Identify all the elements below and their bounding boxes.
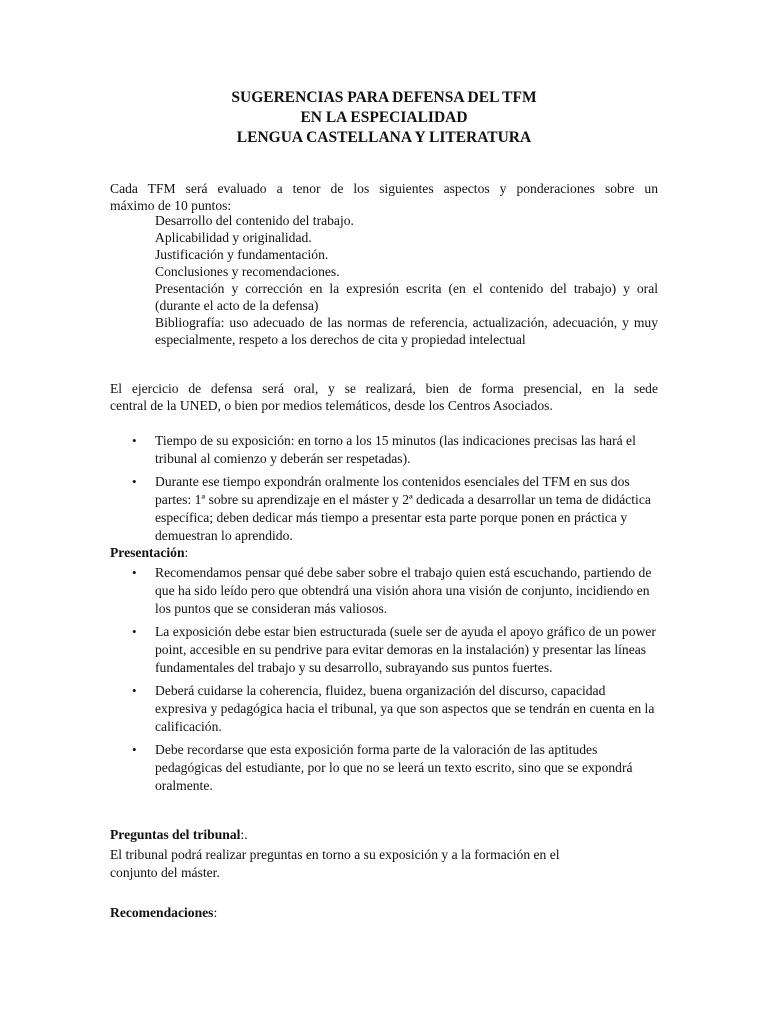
bullet-text: Debe recordarse que esta exposición forma parte de la valoración de las aptitudes pedagógicas del estudiante, por lo que no se leerá un texto escrito, sino que se expondrá oralmente. [155, 742, 633, 793]
bullet-text: Tiempo de su exposición: en torno a los 15 minutos (las indicaciones precisas las hará el tribunal al comienzo y deberán ser respetadas). [155, 433, 636, 466]
bullet-icon: • [132, 565, 137, 580]
bullet-text: Deberá cuidarse la coherencia, fluidez, buena organización del discurso, capacidad expresiva y pedagógica hacia el tribunal, ya que son aspectos que se tendrán en cuenta en la calificación. [155, 683, 655, 734]
preguntas-heading [110, 826, 248, 844]
preguntas-line-2: conjunto del máster. [110, 865, 220, 880]
bullet-item [110, 682, 658, 736]
preguntas-heading-text: Preguntas del tribunal [110, 827, 241, 842]
preguntas-line-1: El tribunal podrá realizar preguntas en torno a su exposición y a la formación en el [110, 847, 560, 862]
criteria-item: Justificación y fundamentación. [155, 247, 329, 262]
bullet-text: La exposición debe estar bien estructurada (suele ser de ayuda el apoyo gráfico de un power point, accesible en su pendrive para evitar demoras en la instalación) y presentar las líneas fundamentales del trabajo y su desarrollo, subrayando sus puntos fuertes. [155, 624, 656, 675]
criteria-item: Bibliografía: uso adecuado de las normas de referencia, actualización, adecuación, y muy especialmente, respeto a los derechos de cita y propiedad intelectual [155, 315, 658, 347]
bullet-item [110, 432, 658, 468]
bullet-item [110, 623, 658, 677]
criteria-item: Desarrollo del contenido del trabajo. [155, 213, 354, 228]
bullet-item [110, 741, 658, 795]
title-line-2: EN LA ESPECIALIDAD [300, 109, 468, 126]
criteria-item: Presentación y corrección en la expresión escrita (en el contenido del trabajo) y oral (durante el acto de la defensa) [155, 281, 658, 313]
recomendaciones-heading-text: Recomendaciones [110, 905, 214, 920]
bullet-item [110, 473, 658, 545]
criteria-list [155, 212, 658, 348]
intro-paragraph [110, 180, 658, 214]
bullet-text: Recomendamos pensar qué debe saber sobre el trabajo quien está escuchando, partiendo de que ha sido leído pero que obtendrá una visión ahora una visión de conjunto, incidiendo en los puntos que se consideran más valiosos. [155, 565, 652, 616]
recomendaciones-heading-suffix: : [213, 905, 218, 920]
bullet-item [110, 564, 658, 618]
bullet-icon: • [132, 683, 137, 698]
presentacion-bullet-list [110, 564, 658, 800]
title-line-1: SUGERENCIAS PARA DEFENSA DEL TFM [231, 89, 537, 106]
criteria-item: Conclusiones y recomendaciones. [155, 264, 340, 279]
document-title [0, 88, 768, 148]
preguntas-heading-suffix: :. [240, 827, 248, 842]
presentacion-heading [110, 544, 188, 562]
oral-line-2: central de la UNED, o bien por medios telemáticos, desde los Centros Asociados. [110, 398, 553, 413]
oral-paragraph [110, 380, 658, 414]
bullet-icon: • [132, 742, 137, 757]
recomendaciones-heading [110, 904, 217, 922]
bullet-text: Durante ese tiempo expondrán oralmente los contenidos esenciales del TFM en sus dos partes: 1ª sobre su aprendizaje en el máster y 2ª dedicada a desarrollar un tema de didáctica específica; deben dedicar más tiempo a presentar esta parte porque ponen en práctica y demuestran lo aprendido. [155, 474, 651, 543]
presentacion-heading-suffix: : [184, 545, 189, 560]
intro-line-1: Cada TFM será evaluado a tenor de los siguientes aspectos y ponderaciones sobre un [110, 181, 658, 196]
oral-line-1: El ejercicio de defensa será oral, y se realizará, bien de forma presencial, en la sede [110, 381, 658, 396]
preguntas-paragraph [110, 846, 658, 882]
intro-line-2: máximo de 10 puntos: [110, 198, 232, 213]
criteria-item: Aplicabilidad y originalidad. [155, 230, 312, 245]
title-line-3: LENGUA CASTELLANA Y LITERATURA [236, 129, 532, 146]
bullet-icon: • [132, 433, 137, 448]
presentacion-heading-text: Presentación [110, 545, 185, 560]
bullet-icon: • [132, 474, 137, 489]
general-bullet-list [110, 432, 658, 550]
bullet-icon: • [132, 624, 137, 639]
